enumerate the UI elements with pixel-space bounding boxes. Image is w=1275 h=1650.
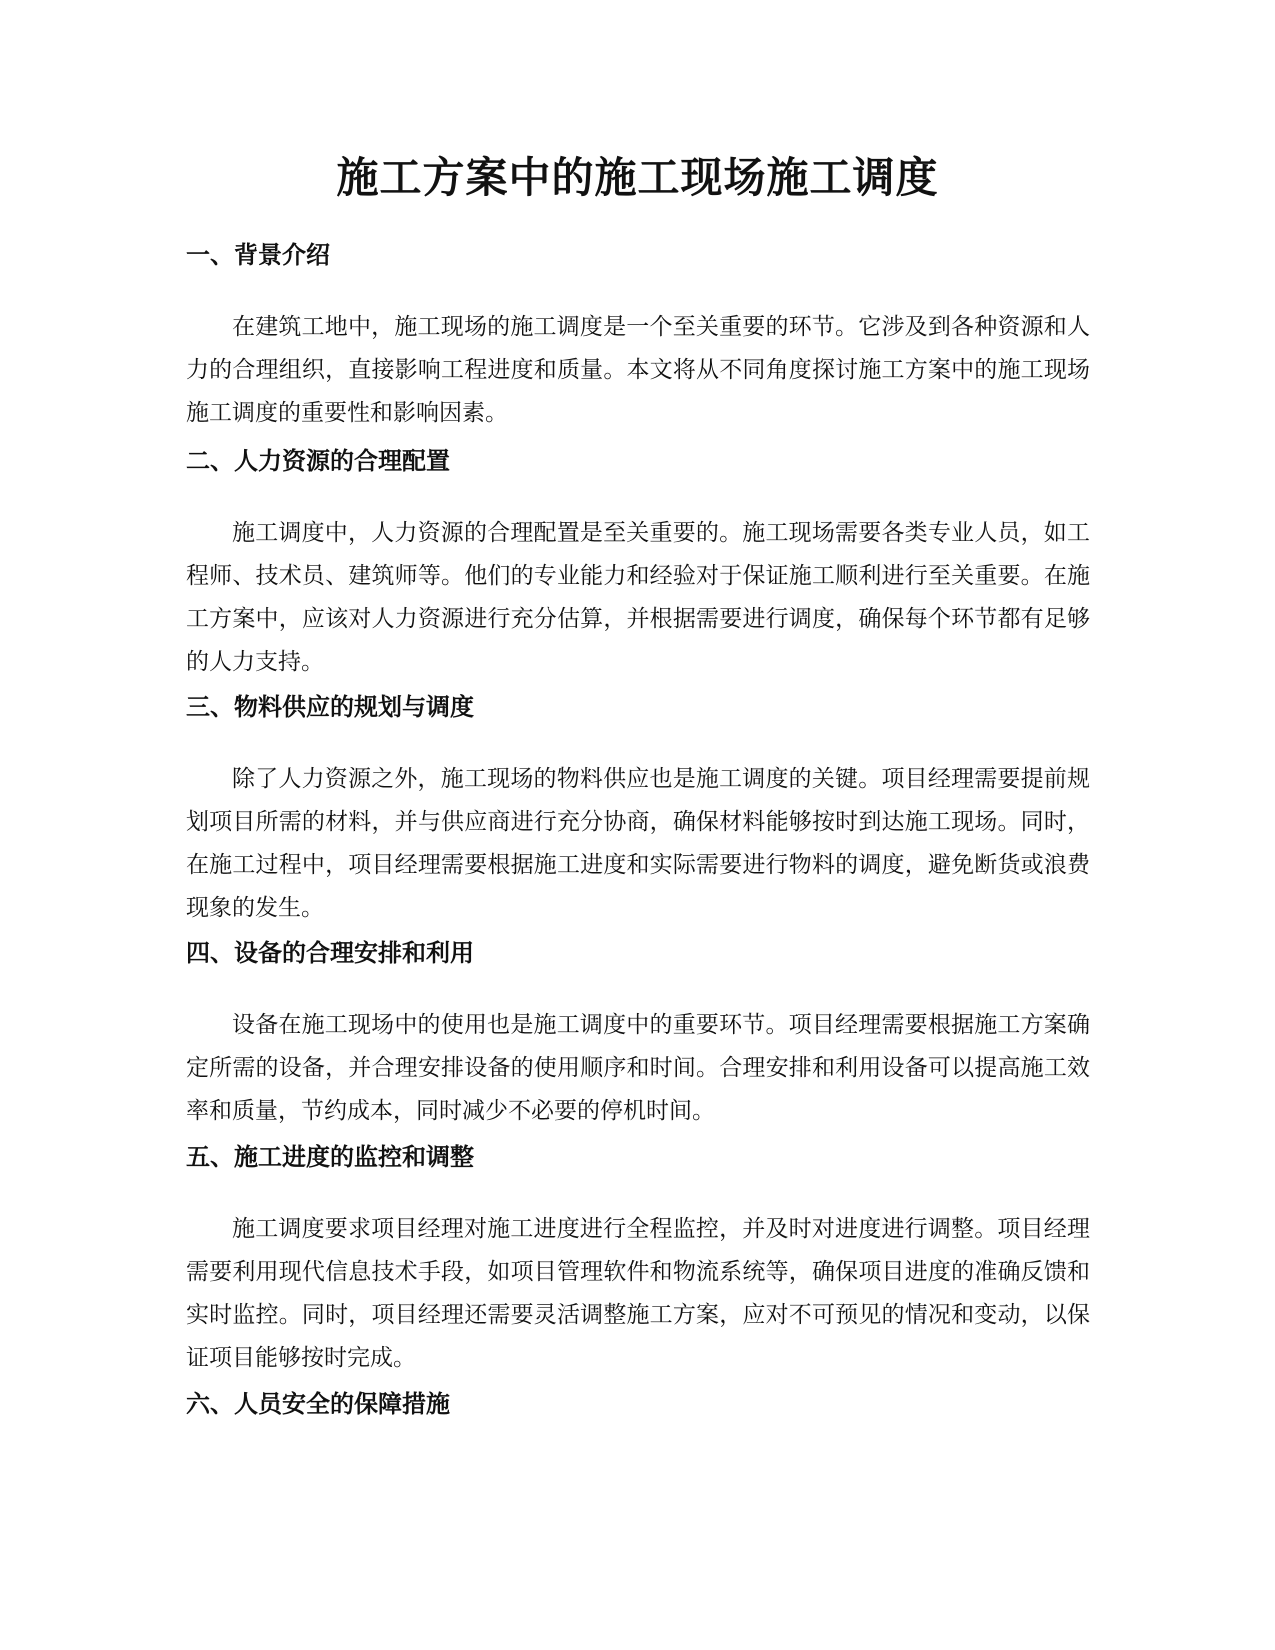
section-human-resources [186, 444, 1090, 684]
section-heading: 二、人力资源的合理配置 [186, 447, 450, 475]
document-title: 施工方案中的施工现场施工调度 [336, 153, 939, 202]
section-heading: 五、施工进度的监控和调整 [186, 1143, 474, 1171]
section-background [186, 238, 1090, 435]
section-paragraph: 施工调度要求项目经理对施工进度进行全程监控，并及时对进度进行调整。项目经理需要利用现代信息技术手段，如项目管理软件和物流系统等，确保项目进度的准确反馈和实时监控。同时，项目经理还需要灵活调整施工方案，应对不可预见的情况和变动，以保证项目能够按时完成。 [186, 1216, 1090, 1371]
section-heading: 四、设备的合理安排和利用 [186, 939, 474, 967]
section-heading: 三、物料供应的规划与调度 [186, 693, 474, 721]
section-paragraph: 在建筑工地中，施工现场的施工调度是一个至关重要的环节。它涉及到各种资源和人力的合理组织，直接影响工程进度和质量。本文将从不同角度探讨施工方案中的施工现场施工调度的重要性和影响因素。 [186, 314, 1090, 426]
section-heading: 六、人员安全的保障措施 [186, 1390, 450, 1418]
section-progress-monitoring [186, 1140, 1090, 1380]
section-equipment [186, 936, 1090, 1133]
section-paragraph: 设备在施工现场中的使用也是施工调度中的重要环节。项目经理需要根据施工方案确定所需的设备，并合理安排设备的使用顺序和时间。合理安排和利用设备可以提高施工效率和质量，节约成本，同时减少不必要的停机时间。 [186, 1012, 1090, 1124]
section-paragraph: 施工调度中，人力资源的合理配置是至关重要的。施工现场需要各类专业人员，如工程师、技术员、建筑师等。他们的专业能力和经验对于保证施工顺利进行至关重要。在施工方案中，应该对人力资源进行充分估算，并根据需要进行调度，确保每个环节都有足够的人力支持。 [186, 520, 1090, 675]
section-paragraph: 除了人力资源之外，施工现场的物料供应也是施工调度的关键。项目经理需要提前规划项目所需的材料，并与供应商进行充分协商，确保材料能够按时到达施工现场。同时，在施工过程中，项目经理需要根据施工进度和实际需要进行物料的调度，避免断货或浪费现象的发生。 [186, 766, 1090, 921]
section-heading: 一、背景介绍 [186, 241, 330, 269]
section-personnel-safety [186, 1387, 1090, 1421]
section-material-supply [186, 690, 1090, 930]
